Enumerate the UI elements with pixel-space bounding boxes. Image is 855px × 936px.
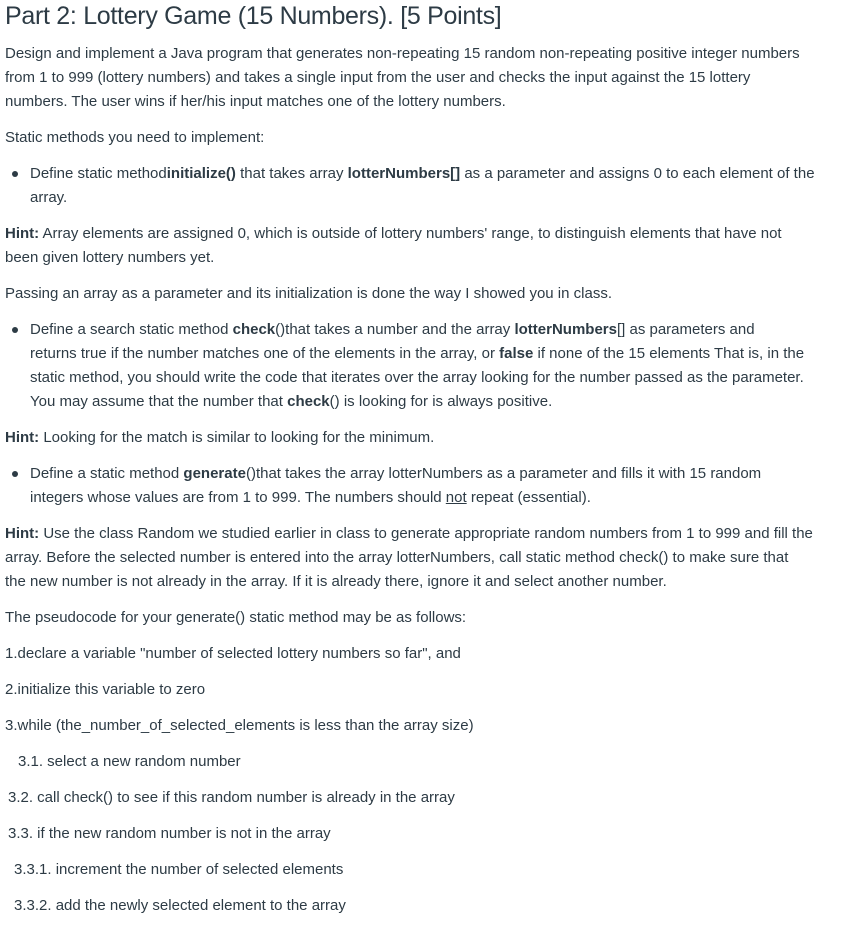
bullet-initialize-line-1: Define static methodinitialize() that takes array lotterNumbers[] as a parameter and assigns 0 to each element of the — [30, 165, 815, 182]
pseudocode-intro: The pseudocode for your generate() static method may be as follows: — [5, 609, 467, 626]
method-name-initialize: initialize() — [166, 165, 236, 182]
pseudocode-step: 3.1. select a new random number — [18, 753, 241, 770]
pseudocode-step: 2.initialize this variable to zero — [5, 681, 206, 698]
intro-line-1: Design and implement a Java program that generates non-repeating 15 random non-repeating positive integer numbers — [5, 45, 800, 62]
bullet-dot — [12, 162, 22, 186]
hint-label: Hint: — [5, 225, 40, 242]
method-name-check: check — [287, 393, 330, 410]
pseudocode-step: 3.3.1. increment the number of selected elements — [14, 861, 344, 878]
bullet-generate-line-2: integers whose values are from 1 to 999. The numbers should not repeat (essential). — [30, 489, 591, 506]
hint-check: Hint: Looking for the match is similar to looking for the minimum. — [5, 429, 435, 446]
bullet-generate-line-1: Define a static method generate()that takes the array lotterNumbers as a parameter and fills it with 15 random — [30, 465, 762, 482]
hint-generate-line-3: the new number is not already in the array. If it is already there, ignore it and select another number. — [5, 573, 667, 590]
false-keyword: false — [499, 345, 534, 362]
pseudocode-step: 3.3.2. add the newly selected element to the array — [14, 897, 346, 914]
bullet-dot — [12, 462, 22, 486]
hint-generate-line-1: Hint: Use the class Random we studied earlier in class to generate appropriate random numbers from 1 to 999 and fill the — [5, 525, 813, 542]
hint-initialize-line-1: Hint: Array elements are assigned 0, which is outside of lottery numbers' range, to distinguish elements that have not — [5, 225, 782, 242]
hint-label: Hint: — [5, 525, 40, 542]
pseudocode-step: 3.2. call check() to see if this random number is already in the array — [8, 789, 455, 806]
not-emphasis: not — [445, 489, 467, 506]
method-name-check: check — [232, 321, 276, 338]
hint-initialize-line-2: been given lottery numbers yet. — [5, 249, 215, 266]
bullet-dot — [12, 318, 22, 342]
bullet-initialize-line-2: array. — [30, 189, 68, 206]
array-name: lotterNumbers[] — [347, 165, 461, 182]
intro-line-3: numbers. The user wins if her/his input matches one of the lottery numbers. — [5, 93, 506, 110]
static-methods-heading: Static methods you need to implement: — [5, 129, 265, 146]
method-name-generate: generate — [183, 465, 246, 482]
hint-label: Hint: — [5, 429, 40, 446]
pseudocode-step: 3.3. if the new random number is not in the array — [8, 825, 331, 842]
pseudocode-step: 3.while (the_number_of_selected_elements is less than the array size) — [5, 717, 474, 734]
intro-line-2: from 1 to 999 (lottery numbers) and takes a single input from the user and checks the input against the 15 lottery — [5, 69, 751, 86]
page-title: Part 2: Lottery Game (15 Numbers). [5 Points] — [5, 2, 502, 30]
hint-generate-line-2: array. Before the selected number is entered into the array lotterNumbers, call static method check() to make sure that — [5, 549, 789, 566]
bullet-check-line-4: You may assume that the number that check() is looking for is always positive. — [30, 393, 553, 410]
bullet-check-line-1: Define a search static method check()that takes a number and the array lotterNumbers[] as parameters and — [30, 321, 755, 338]
pseudocode-step: 1.declare a variable "number of selected lottery numbers so far", and — [5, 645, 461, 662]
array-name: lotterNumbers — [514, 321, 617, 338]
passing-array-text: Passing an array as a parameter and its initialization is done the way I showed you in class. — [5, 285, 612, 302]
bullet-check-line-2: returns true if the number matches one of the elements in the array, or false if none of the 15 elements That is, in the — [30, 345, 805, 362]
bullet-check-line-3: static method, you should write the code that iterates over the array looking for the number passed as the parameter. — [30, 369, 804, 386]
